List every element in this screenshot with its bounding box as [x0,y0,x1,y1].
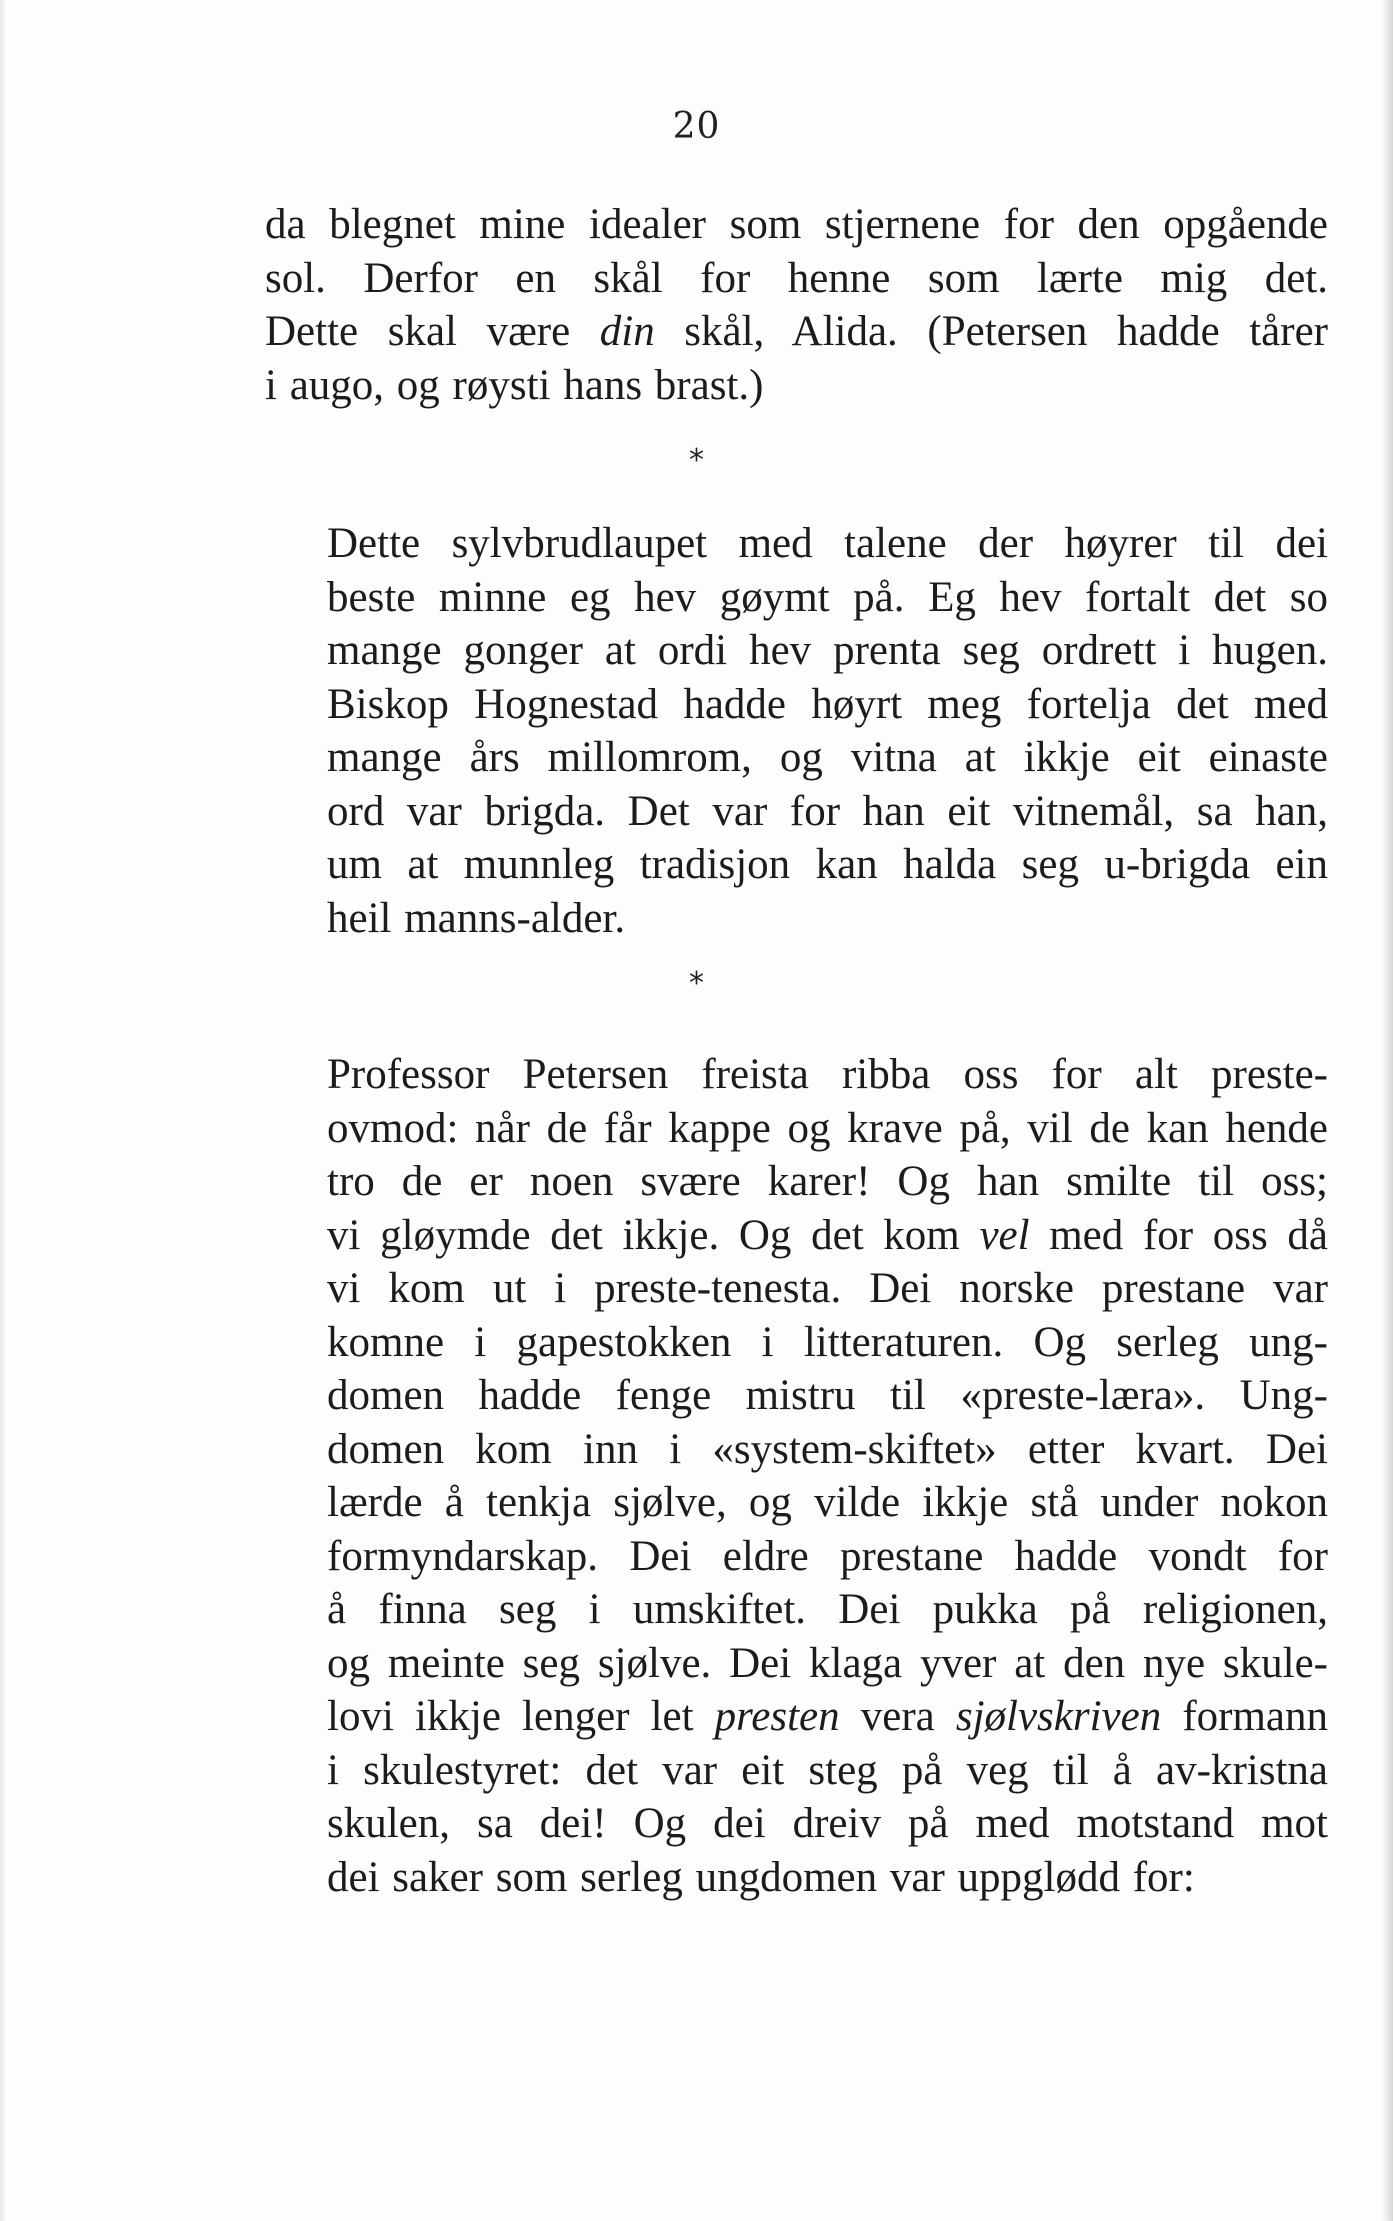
text-line: i augo, og røysti hans brast.) [265,361,764,409]
text-line: lærde å tenkja sjølve, og vilde ikkje stå under nokon [327,1479,1328,1526]
text-line: heil manns-alder. [327,894,626,942]
text-line: domen kom inn i «system-skiftet» etter kvart. Dei [327,1425,1328,1473]
page-edge-right [1381,0,1393,2221]
text-line: beste minne eg hev gøymt på. Eg hev fortalt det so [327,573,1328,621]
text-line: dei saker som serleg ungdomen var uppglødd for: [327,1853,1195,1901]
text-line: Biskop Hognestad hadde høyrt meg fortelja det med [327,680,1328,728]
emphasis: sjølvskriven [955,1693,1162,1740]
text-line: lovi ikkje lenger let presten vera sjølvskriven formann [327,1693,1328,1740]
text-line: vi kom ut i preste-tenesta. Dei norske prestane var [327,1265,1328,1312]
text-line: formyndarskap. Dei eldre prestane hadde vondt for [327,1532,1328,1580]
section-separator-1: * [689,443,704,478]
text-line: å finna seg i umskiftet. Dei pukka på religionen, [327,1586,1328,1633]
page-number: 20 [672,106,721,147]
text-line: ovmod: når de får kappe og krave på, vil de kan hende [327,1104,1328,1152]
text-line: Professor Petersen freista ribba oss for alt preste- [327,1051,1328,1098]
text-line: mange års millomrom, og vitna at ikkje eit einaste [327,734,1328,781]
page-edge-left [0,0,6,2221]
emphasis: din [599,308,655,355]
paragraph-3 [265,1048,1328,1904]
text-line: ord var brigda. Det var for han eit vitnemål, sa han, [327,787,1328,835]
text-line: og meinte seg sjølve. Dei klaga yver at den nye skule- [327,1639,1328,1687]
emphasis: vel [979,1211,1030,1259]
text-line: komne i gapestokken i litteraturen. Og serleg ung- [327,1318,1328,1366]
text-line: i skulestyret: det var eit steg på veg til å av-kristna [327,1746,1328,1794]
paragraph-2 [265,517,1328,945]
text-line: Dette skal være din skål, Alida. (Petersen hadde tårer [265,308,1328,355]
text-line: sol. Derfor en skål for henne som lærte mig det. [265,254,1328,302]
emphasis: presten [714,1693,840,1740]
text-line: vi gløymde det ikkje. Og det kom vel med for oss då [327,1211,1328,1259]
text-line: Dette sylvbrudlaupet med talene der høyrer til dei [327,520,1328,567]
text-line: um at munnleg tradisjon kan halda seg u-brigda ein [327,841,1328,888]
text-line: skulen, sa dei! Og dei dreiv på med motstand mot [327,1800,1328,1847]
text-line: da blegnet mine idealer som stjernene for den opgående [265,201,1328,248]
text-line: tro de er noen svære karer! Og han smilte til oss; [327,1158,1328,1205]
section-separator-2: * [689,966,704,1001]
text-line: mange gonger at ordi hev prenta seg ordrett i hugen. [327,627,1328,674]
paragraph-1 [265,198,1328,412]
text-line: domen hadde fenge mistru til «preste-læra». Ung- [327,1372,1328,1419]
